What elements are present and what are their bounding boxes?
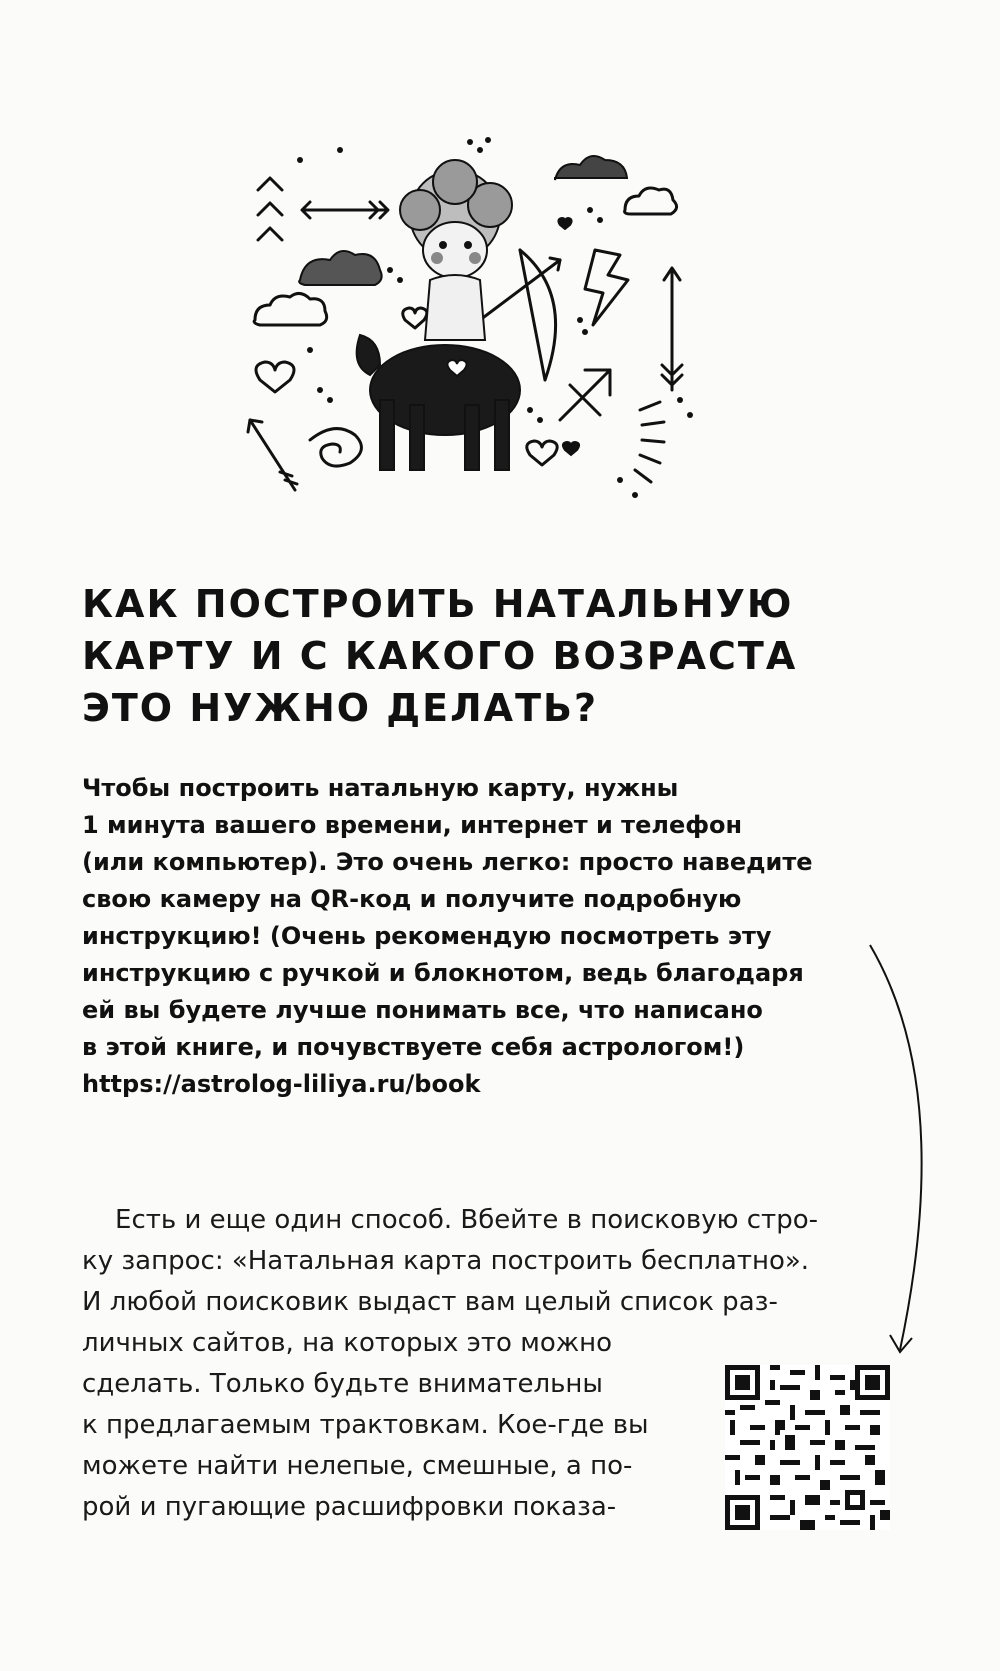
intro-paragraph <box>82 770 882 1103</box>
intro-line: (или компьютер). Это очень легко: просто наведите <box>82 848 813 876</box>
body-line: ку запрос: «Натальная карта построить бесплатно». <box>82 1246 810 1276</box>
section-heading <box>82 578 922 734</box>
url-link[interactable]: https://astrolog-liliya.ru/book <box>82 1070 481 1098</box>
intro-line: 1 минута вашего времени, интернет и телефон <box>82 811 743 839</box>
qr-code-icon[interactable] <box>725 1365 890 1530</box>
body-line: к предлагаемым трактовкам. Кое-где вы <box>82 1410 649 1440</box>
body-line: можете найти нелепые, смешные, а по- <box>82 1451 633 1481</box>
intro-line: инструкцию! (Очень рекомендую посмотреть эту <box>82 922 772 950</box>
body-line: сделать. Только будьте внимательны <box>82 1369 603 1399</box>
centaur-archer-illustration <box>240 120 710 540</box>
intro-line: инструкцию с ручкой и блокнотом, ведь благодаря <box>82 959 804 987</box>
body-line: рой и пугающие расшифровки показа- <box>82 1492 617 1522</box>
heading-line: КАРТУ И С КАКОГО ВОЗРАСТА <box>82 634 798 678</box>
intro-line: свою камеру на QR-код и получите подробную <box>82 885 742 913</box>
heading-line: КАК ПОСТРОИТЬ НАТАЛЬНУЮ <box>82 582 794 626</box>
intro-line: Чтобы построить натальную карту, нужны <box>82 774 679 802</box>
intro-line: в этой книге, и почувствуете себя астрологом!) <box>82 1033 745 1061</box>
heading-line: ЭТО НУЖНО ДЕЛАТЬ? <box>82 686 598 730</box>
body-line: Есть и еще один способ. Вбейте в поисковую стро- <box>82 1205 818 1235</box>
intro-line: ей вы будете лучше понимать все, что написано <box>82 996 763 1024</box>
body-line: И любой поисковик выдаст вам целый список раз- <box>82 1287 778 1317</box>
body-line: личных сайтов, на которых это можно <box>82 1328 613 1358</box>
